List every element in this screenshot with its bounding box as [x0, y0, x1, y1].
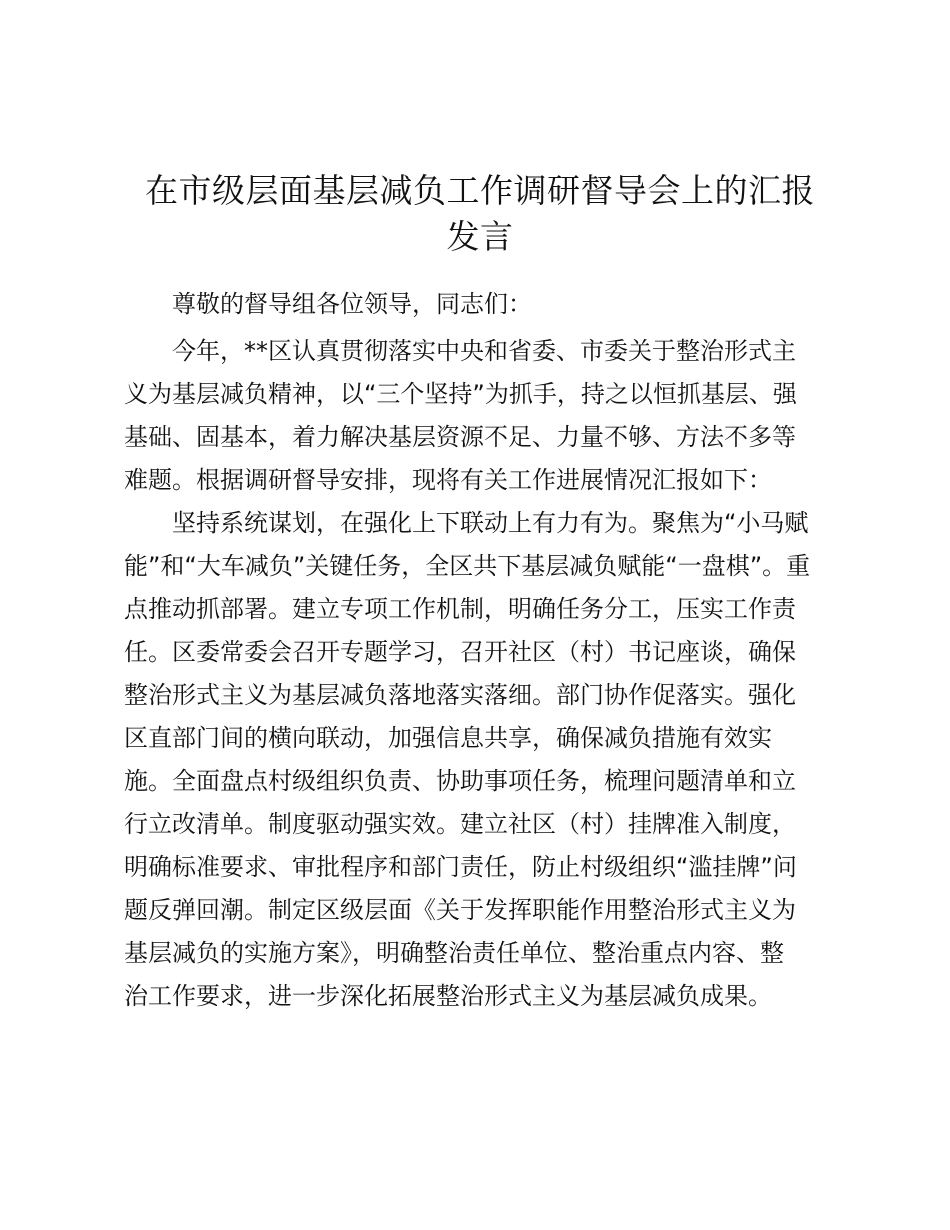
paragraph-line: 明确标准要求、审批程序和部门责任，防止村级组织“滥挂牌”问 — [124, 853, 797, 881]
paragraph-line: 区直部门间的横向联动，加强信息共享，确保减负措施有效实 — [124, 724, 772, 752]
paragraph-line: 任。区委常委会召开专题学习，召开社区（村）书记座谈，确保 — [124, 638, 796, 666]
paragraph-line: 整治形式主义为基层减负落地落实落细。部门协作促落实。强化 — [124, 681, 796, 709]
paragraph-line: 今年，**区认真贯彻落实中央和省委、市委关于整治形式主 — [172, 337, 796, 365]
salutation: 尊敬的督导组各位领导，同志们： — [172, 290, 532, 318]
paragraph-line: 点推动抓部署。建立专项工作机制，明确任务分工，压实工作责 — [124, 595, 796, 623]
paragraph-line: 施。全面盘点村级组织负责、协助事项任务，梳理问题清单和立 — [124, 767, 796, 795]
paragraph-line: 行立改清单。制度驱动强实效。建立社区（村）挂牌准入制度， — [124, 810, 796, 838]
paragraph-line: 基础、固基本，着力解决基层资源不足、力量不够、方法不多等 — [124, 423, 796, 451]
paragraph-line: 题反弹回潮。制定区级层面《关于发挥职能作用整治形式主义为 — [124, 896, 796, 924]
paragraph-line: 坚持系统谋划，在强化上下联动上有力有为。聚焦为“小马赋 — [172, 509, 809, 537]
paragraph-line: 基层减负的实施方案》，明确整治责任单位、整治重点内容、整 — [124, 939, 784, 967]
title-line: 发言 — [446, 217, 514, 256]
paragraph-line: 治工作要求，进一步深化拓展整治形式主义为基层减负成果。 — [124, 982, 772, 1010]
document-title — [110, 168, 850, 260]
title-line: 在市级层面基层减负工作调研督导会上的汇报 — [145, 171, 815, 210]
paragraph-body — [124, 502, 836, 1018]
paragraph-line: 义为基层减负精神，以“三个坚持”为抓手，持之以恒抓基层、强 — [124, 380, 797, 408]
paragraph-intro — [124, 330, 836, 502]
paragraph-line: 能”和“大车减负”关键任务，全区共下基层减负赋能“一盘棋”。重 — [124, 552, 811, 580]
paragraph-line: 难题。根据调研督导安排，现将有关工作进展情况汇报如下： — [124, 466, 772, 494]
